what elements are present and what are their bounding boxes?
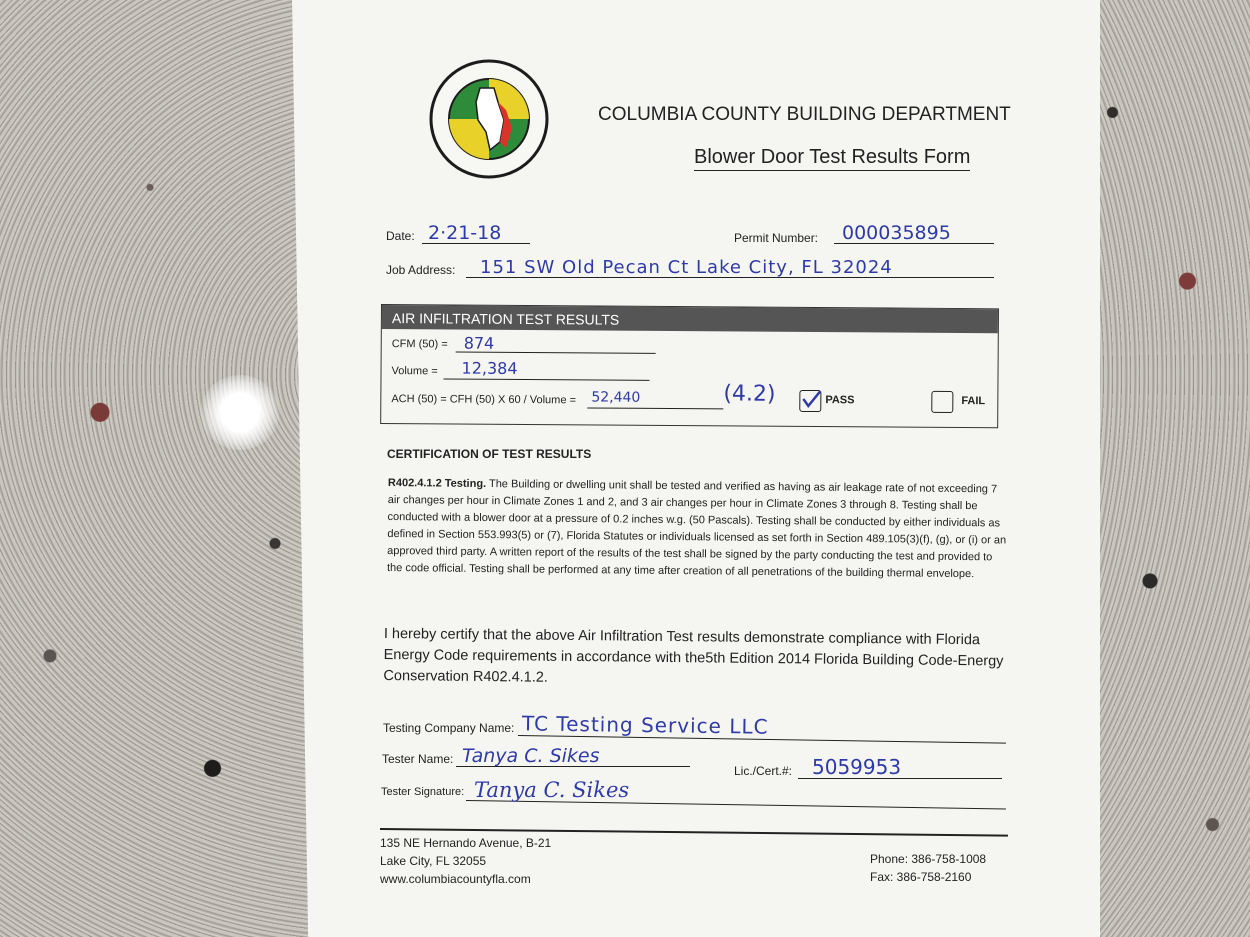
code-reference: R402.4.1.2 Testing. — [387, 476, 487, 491]
permit-number-value: 000035895 — [842, 222, 951, 244]
air-infiltration-heading: AIR INFILTRATION TEST RESULTS — [382, 305, 998, 333]
cfm-label: CFM (50) = — [391, 338, 448, 351]
ach-label: ACH (50) = CFH (50) X 60 / Volume = — [391, 393, 577, 407]
volume-value: 12,384 — [461, 358, 518, 378]
footer-fax: Fax: 386-758-2160 — [870, 870, 972, 884]
form-title: Blower Door Test Results Form — [694, 146, 970, 171]
testing-company-label: Testing Company Name: — [383, 721, 515, 735]
footer-website: www.columbiacountyfla.com — [380, 872, 531, 886]
permit-number-label: Permit Number: — [734, 231, 819, 245]
certification-statement: I hereby certify that the above Air Infiltration Test results demonstrate compliance with Florida Energy Code requirements in accordance with the5th Edition 2014 Florida Building Code-Energy Conservation R402.4.1.2. — [383, 625, 1004, 686]
cfm-value: 874 — [463, 333, 495, 353]
air-infiltration-results-box — [380, 304, 999, 428]
footer-address-line2: Lake City, FL 32055 — [380, 854, 487, 868]
county-seal-logo — [428, 58, 550, 180]
certification-text: The Building or dwelling unit shall be tested and verified as having as air leakage rate of not exceeding 7 air changes per hour in Climate Zones 1 and 2, and 3 air changes per hour in Climate Zones 3 through 8. Testing shall be conducted with a blower door at a pressure of 0.2 inches w.g. (50 Pascals). Testing shall be conducted by either individuals as defined in Section 553.993(5) or (7), Florida Statutes or individuals licensed as set forth in Section 489.105(3)(f), (g), or (i) or an approved third party. A written report of the results of the test shall be signed by the party conducting the test and provided to the code official. Testing shall be performed at any time after creation of all penetrations of the building thermal envelope. — [386, 478, 1007, 581]
department-title: COLUMBIA COUNTY BUILDING DEPARTMENT — [598, 104, 1011, 125]
date-value: 2·21-18 — [428, 222, 502, 244]
tester-signature: Tanya C. Sikes — [474, 778, 630, 802]
testing-company-value: TC Testing Service LLC — [521, 711, 769, 739]
date-label: Date: — [386, 229, 415, 243]
light-glare — [200, 375, 280, 450]
tester-signature-label: Tester Signature: — [381, 786, 465, 798]
pass-label: PASS — [825, 394, 855, 407]
checkmark-icon — [800, 389, 822, 411]
pass-checkbox[interactable] — [799, 390, 821, 412]
tester-name-value: Tanya C. Sikes — [462, 745, 600, 767]
volume-label: Volume = — [391, 365, 438, 378]
ach-value: 52,440 — [591, 389, 641, 406]
ach-result: (4.2) — [723, 381, 776, 407]
certification-body — [387, 475, 1010, 584]
fail-label: FAIL — [961, 395, 986, 408]
license-label: Lic./Cert.#: — [734, 764, 793, 778]
footer-address-line1: 135 NE Hernando Avenue, B-21 — [380, 836, 552, 850]
footer-phone: Phone: 386-758-1008 — [870, 852, 987, 866]
certification-heading: CERTIFICATION OF TEST RESULTS — [387, 447, 592, 461]
tester-name-label: Tester Name: — [382, 752, 454, 766]
license-value: 5059953 — [812, 755, 902, 779]
fail-checkbox[interactable] — [931, 391, 953, 413]
job-address-value: 151 SW Old Pecan Ct Lake City, FL 32024 — [480, 257, 893, 278]
job-address-label: Job Address: — [386, 263, 456, 277]
